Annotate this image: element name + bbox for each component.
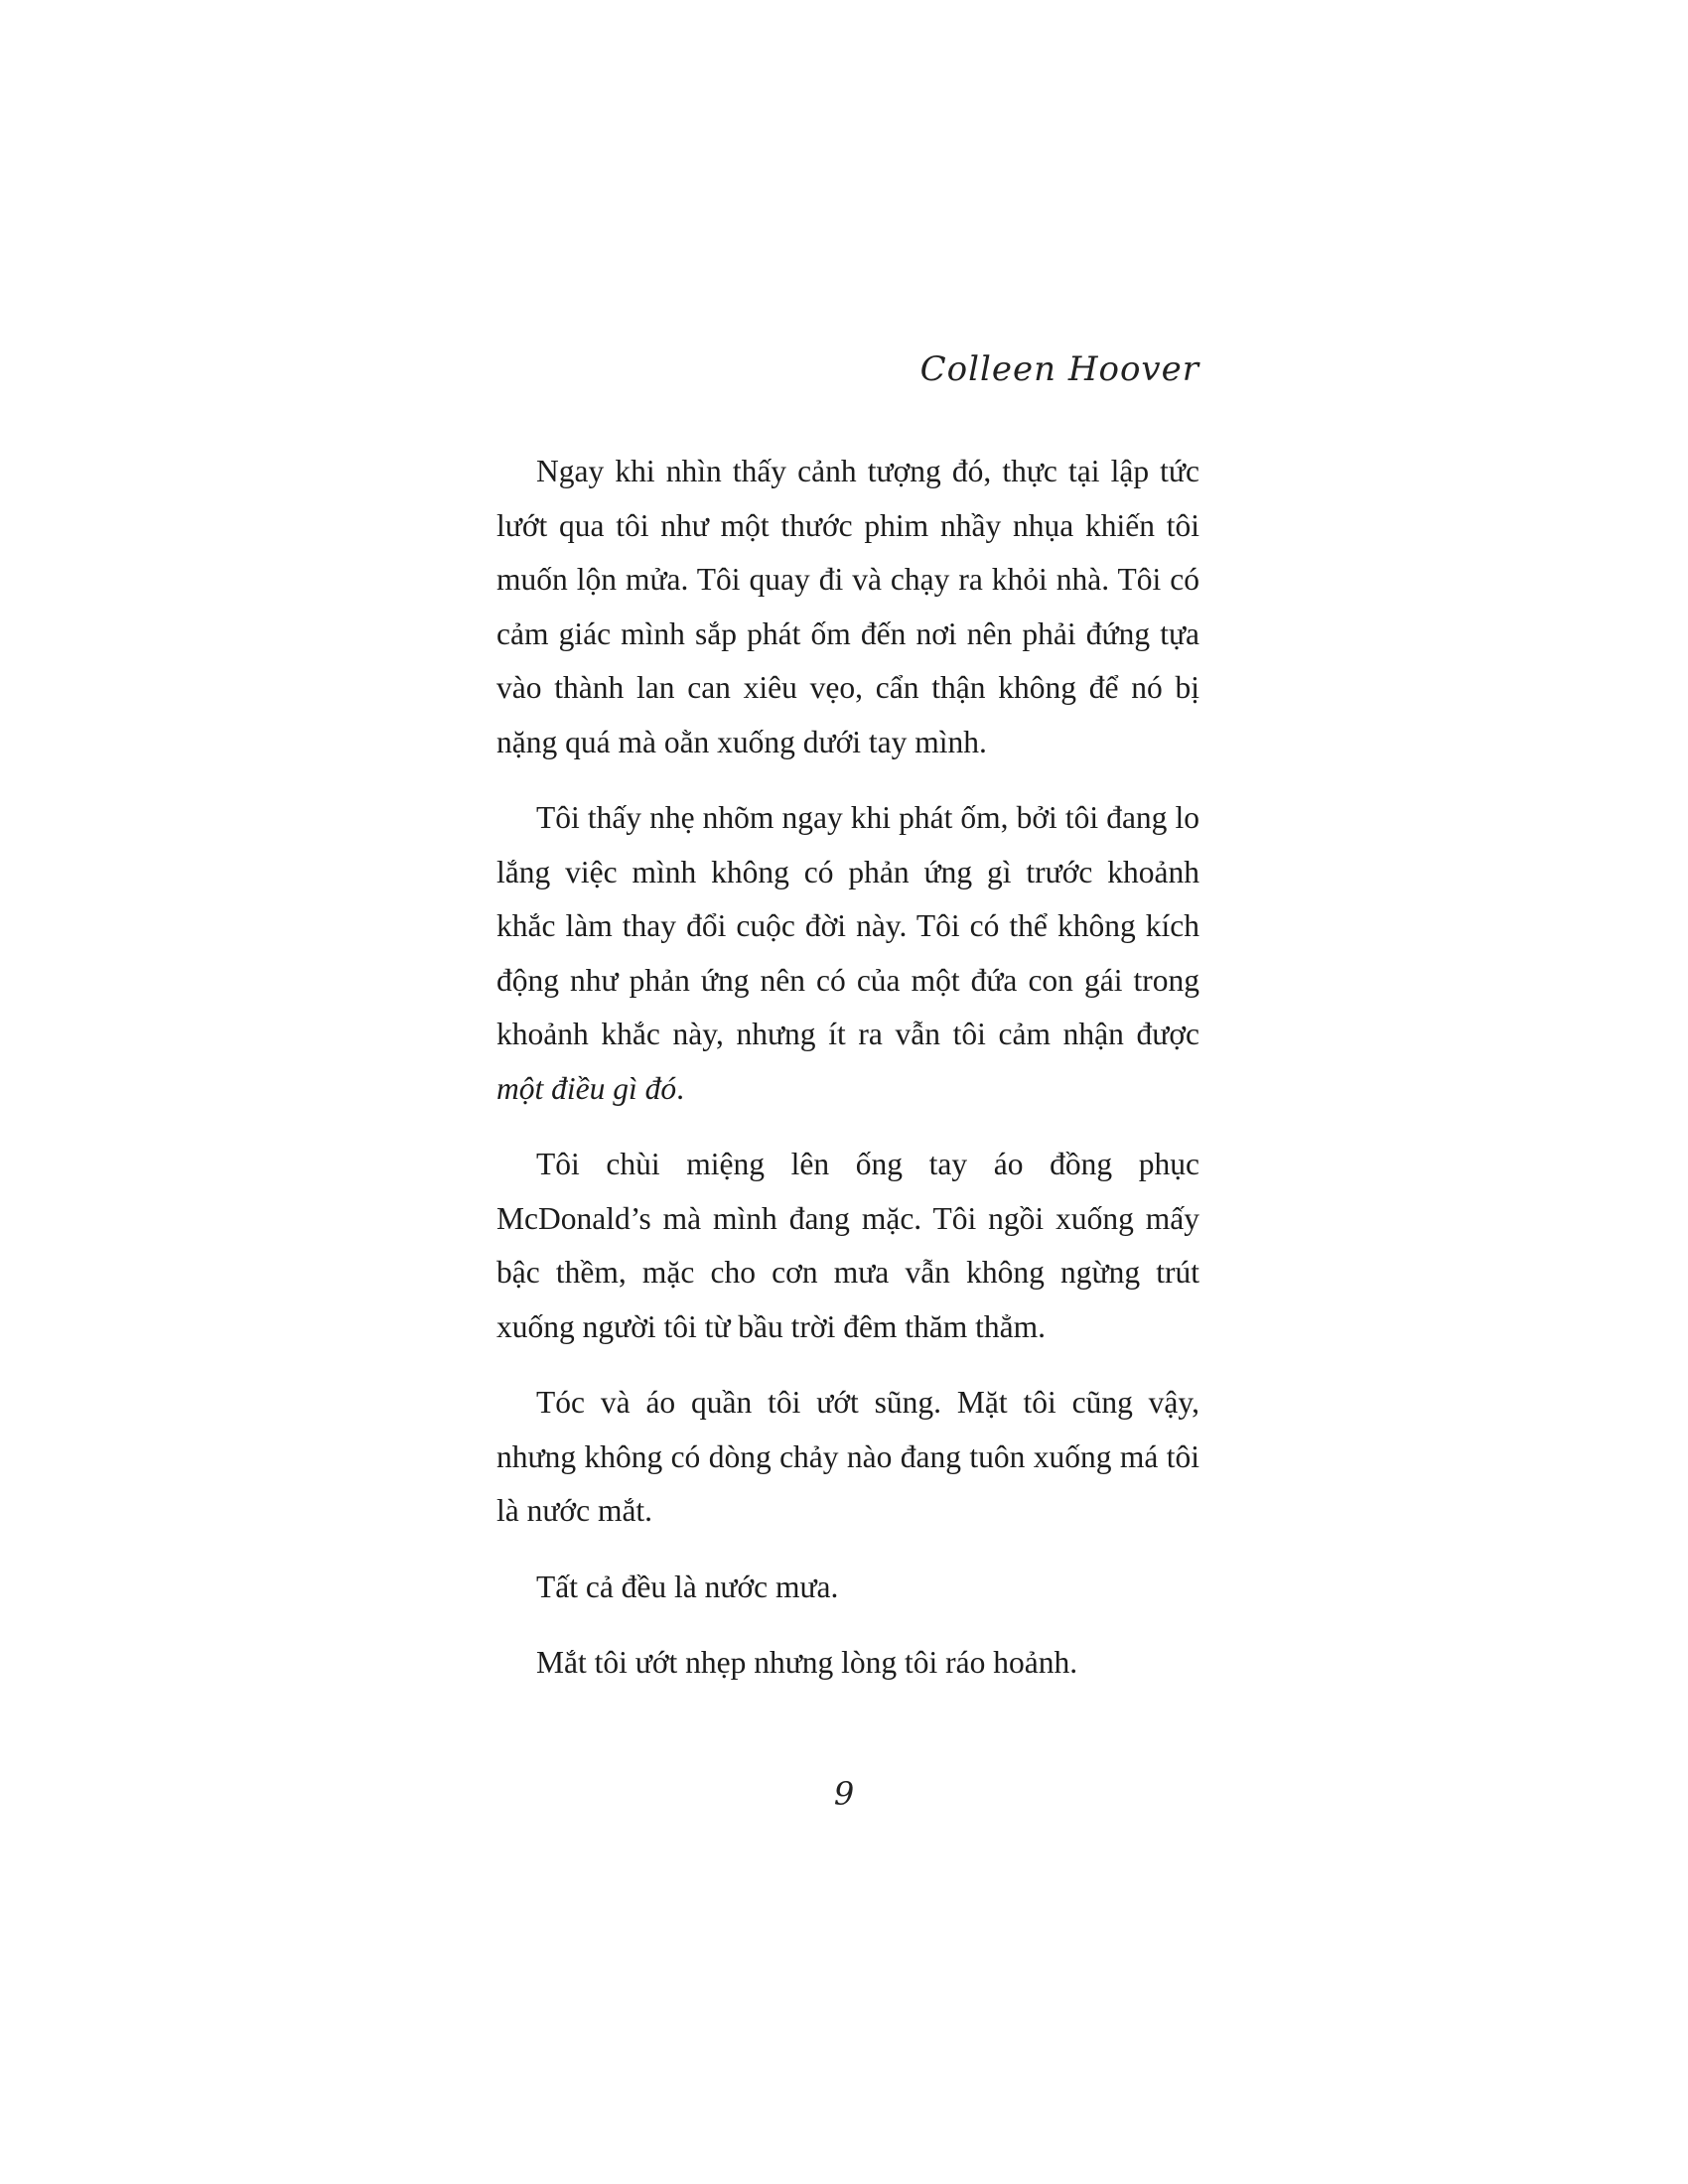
running-header-author: Colleen Hoover — [919, 349, 1199, 389]
paragraph-4: Tóc và áo quần tôi ướt sũng. Mặt tôi cũng vậy, nhưng không có dòng chảy nào đang tuôn xuống má tôi là nước mắt. — [496, 1385, 1199, 1528]
paragraph-2 — [496, 791, 1199, 1116]
paragraph-2-text: Tôi thấy nhẹ nhõm ngay khi phát ốm, bởi tôi đang lo lắng việc mình không có phản ứng gì trước khoảnh khắc làm thay đổi cuộc đời này. Tôi có thể không kích động như phản ứng nên có của một đứa con gái trong khoảnh khắc này, nhưng ít ra vẫn tôi cảm nhận được — [496, 800, 1199, 1051]
paragraph-6: Mắt tôi ướt nhẹp nhưng lòng tôi ráo hoảnh. — [536, 1645, 1078, 1680]
paragraph-2-period: . — [676, 1070, 684, 1106]
paragraph-1: Ngay khi nhìn thấy cảnh tượng đó, thực tại lập tức lướt qua tôi như một thước phim nhầy nhụa khiến tôi muốn lộn mửa. Tôi quay đi và chạy ra khỏi nhà. Tôi có cảm giác mình sắp phát ốm đến nơi nên phải đứng tựa vào thành lan can xiêu vẹo, cẩn thận không để nó bị nặng quá mà oằn xuống dưới tay mình. — [496, 454, 1199, 759]
paragraph-5: Tất cả đều là nước mưa. — [536, 1569, 839, 1604]
page-number: 9 — [833, 1775, 855, 1813]
paragraph-3: Tôi chùi miệng lên ống tay áo đồng phục McDonald’s mà mình đang mặc. Tôi ngồi xuống mấy bậc thềm, mặc cho cơn mưa vẫn không ngừng trút xuống người tôi từ bầu trời đêm thăm thẳm. — [496, 1147, 1199, 1344]
paragraph-2-italic: một điều gì đó — [496, 1070, 677, 1106]
body-text — [496, 445, 1199, 1712]
